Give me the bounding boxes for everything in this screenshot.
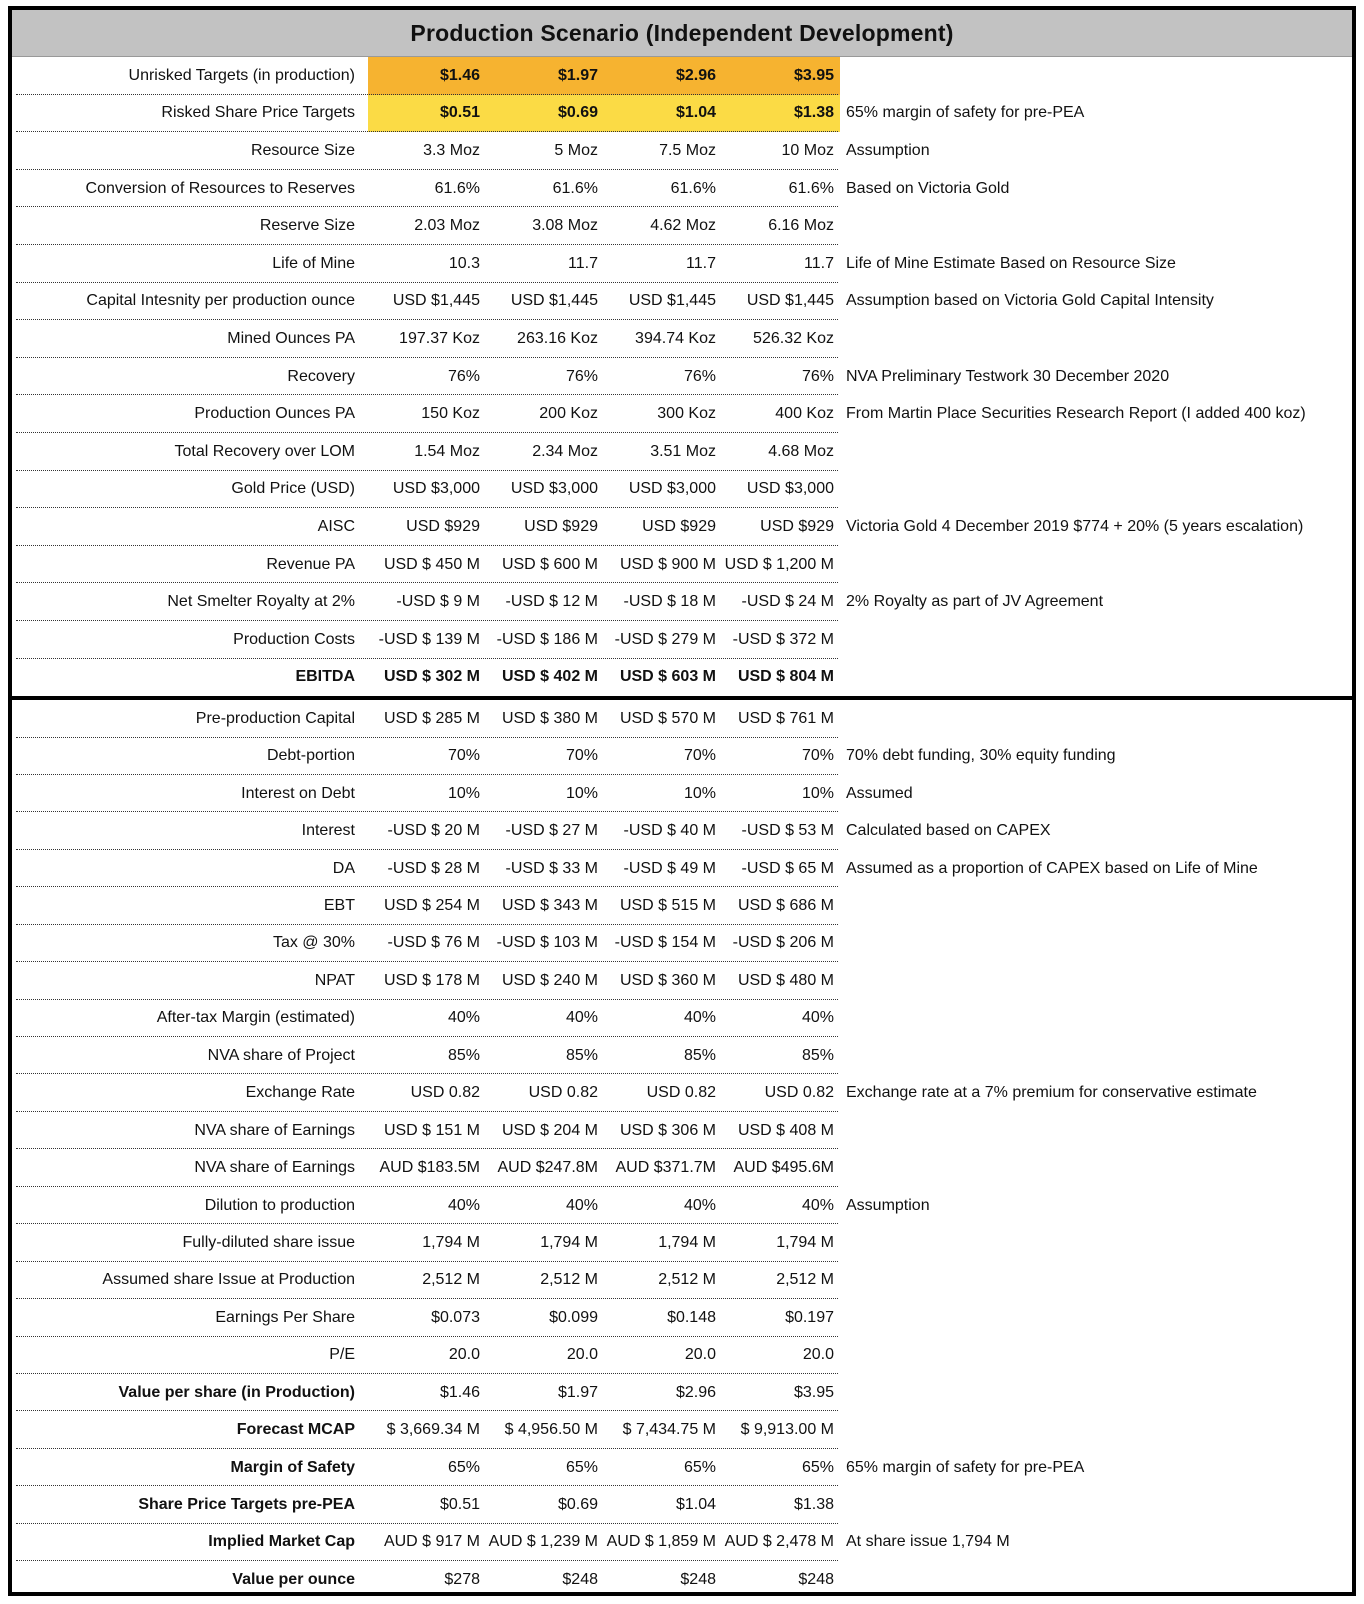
value-cell-scenario-3: 70% [683, 747, 716, 765]
value-cell-scenario-2: USD $ 240 M [501, 971, 598, 989]
value-cell-scenario-4: $ 9,913.00 M [740, 1421, 834, 1439]
row-note: 70% debt funding, 30% equity funding [846, 747, 1116, 765]
value-cell-scenario-2: $0.69 [486, 95, 604, 133]
value-cell-scenario-4: 20.0 [802, 1346, 834, 1364]
row-note: Assumption [846, 141, 930, 159]
table-row-value-per-share-in-production [12, 1374, 1352, 1411]
value-cell-scenario-3: -USD $ 40 M [623, 822, 716, 840]
value-cell-scenario-4: 76% [801, 367, 834, 385]
value-cell-scenario-3: 10% [683, 784, 716, 802]
value-cell-scenario-1: $1.46 [368, 57, 486, 95]
value-cell-scenario-3: $0.148 [667, 1308, 716, 1326]
table-row-aisc [12, 508, 1352, 546]
value-cell-scenario-1: $0.073 [431, 1308, 480, 1326]
value-cell-scenario-1: USD $ 450 M [383, 555, 480, 573]
table-row-total-recovery-over-lom [12, 433, 1352, 471]
value-cell-scenario-2: 76% [565, 367, 598, 385]
value-cell-scenario-4: -USD $ 206 M [732, 934, 834, 952]
value-cell-scenario-3: 40% [683, 1196, 716, 1214]
value-cell-scenario-3: 1,794 M [658, 1233, 716, 1251]
row-note: Assumed as a proportion of CAPEX based on Life of Mine [846, 859, 1258, 877]
value-cell-scenario-3: $2.96 [604, 57, 722, 95]
row-label: Forecast MCAP [236, 1421, 355, 1439]
value-cell-scenario-1: -USD $ 76 M [387, 934, 480, 952]
value-cell-scenario-2: 263.16 Koz [517, 329, 598, 347]
row-note [846, 320, 1356, 358]
row-note: Life of Mine Estimate Based on Resource Size [846, 254, 1176, 272]
value-cell-scenario-1: $ 3,669.34 M [386, 1421, 480, 1439]
row-note: Exchange rate at a 7% premium for conservative estimate [846, 1084, 1257, 1102]
table-row-production-costs [12, 621, 1352, 659]
value-cell-scenario-3: 61.6% [670, 179, 716, 197]
value-cell-scenario-4: USD $1,445 [746, 292, 834, 310]
table-row-margin-of-safety [12, 1449, 1352, 1486]
row-label: EBITDA [295, 668, 355, 686]
value-cell-scenario-2: AUD $247.8M [497, 1159, 598, 1177]
value-cell-scenario-2: $ 4,956.50 M [504, 1421, 598, 1439]
table-row-mined-ounces-pa [12, 320, 1352, 358]
row-label: Net Smelter Royalty at 2% [167, 593, 355, 611]
row-label: AISC [317, 517, 355, 535]
row-label: Conversion of Resources to Reserves [85, 179, 355, 197]
row-label: NVA share of Earnings [194, 1121, 355, 1139]
table-row-interest-on-debt [12, 775, 1352, 812]
value-cell-scenario-2: 85% [565, 1046, 598, 1064]
value-cell-scenario-2: $248 [562, 1570, 598, 1588]
value-cell-scenario-4: USD $ 761 M [737, 709, 834, 727]
row-note: Victoria Gold 4 December 2019 $774 + 20% (5 years escalation) [846, 517, 1304, 535]
row-note [846, 1037, 1356, 1074]
table-row-nva-share-of-project [12, 1037, 1352, 1074]
value-cell-scenario-4: USD $929 [760, 517, 834, 535]
value-cell-scenario-3: USD $ 360 M [619, 971, 716, 989]
value-cell-scenario-1: -USD $ 9 M [396, 593, 480, 611]
value-cell-scenario-4: -USD $ 65 M [741, 859, 834, 877]
value-cell-scenario-1: -USD $ 20 M [387, 822, 480, 840]
value-cell-scenario-3: 2,512 M [658, 1271, 716, 1289]
value-cell-scenario-3: -USD $ 49 M [623, 859, 716, 877]
row-note [846, 1000, 1356, 1037]
row-note [846, 546, 1356, 584]
value-cell-scenario-1: 1.54 Moz [414, 442, 480, 460]
value-cell-scenario-4: 6.16 Moz [768, 217, 834, 235]
value-cell-scenario-2: $1.97 [557, 1383, 598, 1401]
financing-valuation-section [12, 700, 1352, 1599]
value-cell-scenario-4: $1.38 [722, 95, 840, 133]
value-cell-scenario-4: USD $ 686 M [737, 897, 834, 914]
value-cell-scenario-1: 10.3 [448, 254, 480, 272]
row-note: NVA Preliminary Testwork 30 December 2020 [846, 367, 1170, 385]
value-cell-scenario-2: USD $ 343 M [501, 897, 598, 914]
row-note: At share issue 1,794 M [846, 1533, 1010, 1551]
value-cell-scenario-1: USD $ 254 M [383, 897, 480, 914]
row-label: Resource Size [250, 141, 355, 159]
row-note [846, 621, 1356, 659]
value-cell-scenario-4: $0.197 [785, 1308, 834, 1326]
value-cell-scenario-3: USD $ 900 M [619, 555, 716, 573]
row-note [846, 1337, 1356, 1374]
value-cell-scenario-1: 197.37 Koz [399, 329, 480, 347]
table-row-reserve-size [12, 207, 1352, 245]
row-label: Value per share (in Production) [118, 1383, 355, 1401]
row-label: Interest [301, 822, 355, 840]
value-cell-scenario-4: 526.32 Koz [753, 329, 834, 347]
value-cell-scenario-4: $3.95 [793, 1383, 834, 1401]
row-note: Calculated based on CAPEX [846, 822, 1051, 840]
value-cell-scenario-4: -USD $ 372 M [732, 630, 834, 648]
row-note [846, 1411, 1356, 1448]
row-label: Revenue PA [266, 555, 355, 573]
table-row-gold-price-usd [12, 471, 1352, 509]
row-label: Fully-diluted share issue [182, 1233, 355, 1251]
value-cell-scenario-2: 5 Moz [554, 141, 598, 159]
row-note [846, 471, 1356, 509]
value-cell-scenario-3: 11.7 [686, 254, 716, 272]
value-cell-scenario-1: $0.51 [368, 95, 486, 133]
row-note [846, 700, 1356, 737]
value-cell-scenario-3: USD $929 [642, 517, 716, 535]
table-row-exchange-rate [12, 1074, 1352, 1111]
value-cell-scenario-3: AUD $371.7M [615, 1159, 716, 1177]
value-cell-scenario-4: 10% [801, 784, 834, 802]
value-cell-scenario-1: 40% [447, 1196, 480, 1214]
value-cell-scenario-2: $0.099 [549, 1308, 598, 1326]
row-label: Value per ounce [232, 1570, 355, 1588]
value-cell-scenario-2: 40% [565, 1196, 598, 1214]
row-label: Interest on Debt [241, 784, 355, 802]
value-cell-scenario-1: USD 0.82 [410, 1084, 480, 1102]
value-cell-scenario-3: $248 [680, 1570, 716, 1588]
value-cell-scenario-3: $ 7,434.75 M [622, 1421, 716, 1439]
row-label: Unrisked Targets (in production) [128, 66, 355, 84]
row-note: Assumption based on Victoria Gold Capital Intensity [846, 292, 1214, 310]
row-label: Assumed share Issue at Production [102, 1271, 355, 1289]
row-label: Pre-production Capital [195, 709, 355, 727]
row-note [846, 887, 1356, 924]
table-row-dilution-to-production [12, 1187, 1352, 1224]
value-cell-scenario-1: 40% [447, 1009, 480, 1027]
value-cell-scenario-1: $0.51 [439, 1496, 480, 1513]
row-label: Margin of Safety [230, 1458, 355, 1476]
value-cell-scenario-2: 2,512 M [540, 1271, 598, 1289]
value-cell-scenario-2: 20.0 [566, 1346, 598, 1364]
value-cell-scenario-4: 70% [801, 747, 834, 765]
value-cell-scenario-2: 70% [565, 747, 598, 765]
row-note [846, 207, 1356, 245]
table-row-after-tax-margin-estimated [12, 1000, 1352, 1037]
value-cell-scenario-1: AUD $183.5M [379, 1159, 480, 1177]
value-cell-scenario-3: -USD $ 154 M [614, 934, 716, 952]
table-row-production-ounces-pa [12, 395, 1352, 433]
value-cell-scenario-3: USD 0.82 [646, 1084, 716, 1102]
value-cell-scenario-4: AUD $ 2,478 M [724, 1533, 834, 1551]
value-cell-scenario-2: USD $1,445 [510, 292, 598, 310]
table-row-share-price-targets-pre-pea [12, 1486, 1352, 1523]
value-cell-scenario-3: AUD $ 1,859 M [606, 1533, 716, 1551]
row-label: P/E [329, 1346, 355, 1364]
row-note [846, 659, 1356, 697]
value-cell-scenario-4: 10 Moz [781, 141, 834, 159]
value-cell-scenario-1: 85% [447, 1046, 480, 1064]
value-cell-scenario-4: 4.68 Moz [768, 442, 834, 460]
row-label: Capital Intesnity per production ounce [86, 292, 355, 310]
value-cell-scenario-2: 11.7 [568, 254, 598, 272]
value-cell-scenario-4: $1.38 [793, 1496, 834, 1513]
value-cell-scenario-1: -USD $ 139 M [378, 630, 480, 648]
row-note: Based on Victoria Gold [846, 179, 1010, 197]
table-row-life-of-mine [12, 245, 1352, 283]
value-cell-scenario-3: 4.62 Moz [650, 217, 716, 235]
value-cell-scenario-4: 40% [801, 1009, 834, 1027]
row-note [846, 1112, 1356, 1149]
value-cell-scenario-4: 2,512 M [776, 1271, 834, 1289]
value-cell-scenario-3: 7.5 Moz [659, 141, 716, 159]
row-label: DA [332, 859, 355, 877]
value-cell-scenario-3: USD $ 306 M [619, 1121, 716, 1139]
value-cell-scenario-3: 394.74 Koz [635, 329, 716, 347]
value-cell-scenario-2: 40% [565, 1009, 598, 1027]
table-row-fully-diluted-share-issue [12, 1224, 1352, 1261]
value-cell-scenario-3: USD $ 515 M [619, 897, 716, 914]
row-note: Assumption [846, 1196, 930, 1214]
value-cell-scenario-1: 65% [447, 1458, 480, 1476]
value-cell-scenario-4: 85% [801, 1046, 834, 1064]
value-cell-scenario-4: USD $ 1,200 M [724, 555, 834, 573]
value-cell-scenario-2: $1.97 [486, 57, 604, 95]
value-cell-scenario-4: $248 [798, 1570, 834, 1588]
value-cell-scenario-4: USD 0.82 [764, 1084, 834, 1102]
value-cell-scenario-4: 400 Koz [775, 405, 834, 423]
row-label: Earnings Per Share [215, 1308, 355, 1326]
value-cell-scenario-4: USD $3,000 [746, 480, 834, 498]
row-note [846, 433, 1356, 471]
value-cell-scenario-2: 65% [565, 1458, 598, 1476]
value-cell-scenario-4: 61.6% [788, 179, 834, 197]
row-label: Implied Market Cap [208, 1533, 355, 1551]
value-cell-scenario-2: USD $ 204 M [501, 1121, 598, 1139]
table-row-npat [12, 962, 1352, 999]
value-cell-scenario-3: 300 Koz [657, 405, 716, 423]
row-note [846, 1262, 1356, 1299]
value-cell-scenario-2: -USD $ 186 M [496, 630, 598, 648]
table-row-tax-30 [12, 925, 1352, 962]
value-cell-scenario-2: -USD $ 12 M [505, 593, 598, 611]
row-label: Tax @ 30% [272, 934, 355, 952]
row-note [846, 1149, 1356, 1186]
row-note: 2% Royalty as part of JV Agreement [846, 593, 1104, 611]
value-cell-scenario-3: USD $ 570 M [619, 709, 716, 727]
value-cell-scenario-2: 10% [565, 784, 598, 802]
value-cell-scenario-2: -USD $ 33 M [505, 859, 598, 877]
row-label: Share Price Targets pre-PEA [138, 1496, 355, 1513]
row-note [846, 1486, 1356, 1523]
row-label: EBT [323, 897, 355, 914]
row-label: Total Recovery over LOM [174, 442, 355, 460]
row-note: Assumed [846, 784, 913, 802]
row-label: Mined Ounces PA [227, 329, 355, 347]
row-note: 65% margin of safety for pre-PEA [846, 1458, 1085, 1476]
row-note [846, 1374, 1356, 1411]
table-row-p-e [12, 1337, 1352, 1374]
value-cell-scenario-4: USD $ 480 M [737, 971, 834, 989]
value-cell-scenario-4: AUD $495.6M [733, 1159, 834, 1177]
value-cell-scenario-2: 61.6% [552, 179, 598, 197]
value-cell-scenario-2: 1,794 M [540, 1233, 598, 1251]
value-cell-scenario-1: USD $1,445 [392, 292, 480, 310]
value-cell-scenario-1: 61.6% [434, 179, 480, 197]
row-label: NVA share of Earnings [194, 1159, 355, 1177]
value-cell-scenario-4: 11.7 [804, 254, 834, 272]
table-row-forecast-mcap [12, 1411, 1352, 1448]
value-cell-scenario-2: USD $ 380 M [501, 709, 598, 727]
row-label: Reserve Size [259, 217, 355, 235]
table-row-nva-share-of-earnings [12, 1149, 1352, 1186]
value-cell-scenario-1: 2.03 Moz [414, 217, 480, 235]
row-label: Life of Mine [272, 254, 355, 272]
value-cell-scenario-3: $1.04 [604, 95, 722, 133]
table-row-recovery [12, 358, 1352, 396]
value-cell-scenario-1: USD $ 285 M [383, 709, 480, 727]
row-label: NPAT [314, 971, 355, 989]
value-cell-scenario-3: USD $ 603 M [619, 668, 716, 686]
value-cell-scenario-1: USD $3,000 [392, 480, 480, 498]
value-cell-scenario-1: 76% [447, 367, 480, 385]
value-cell-scenario-3: $1.04 [675, 1496, 716, 1513]
row-label: Dilution to production [204, 1196, 355, 1214]
value-cell-scenario-1: 10% [447, 784, 480, 802]
table-row-earnings-per-share [12, 1299, 1352, 1336]
value-cell-scenario-3: $2.96 [675, 1383, 716, 1401]
value-cell-scenario-2: USD $3,000 [510, 480, 598, 498]
value-cell-scenario-2: USD $ 402 M [501, 668, 598, 686]
value-cell-scenario-1: USD $ 178 M [383, 971, 480, 989]
value-cell-scenario-3: 85% [683, 1046, 716, 1064]
value-cell-scenario-1: 1,794 M [422, 1233, 480, 1251]
value-cell-scenario-2: $0.69 [557, 1496, 598, 1513]
value-cell-scenario-3: -USD $ 279 M [614, 630, 716, 648]
table-row-net-smelter-royalty-at-2 [12, 583, 1352, 621]
row-label: Risked Share Price Targets [161, 104, 355, 122]
row-note [846, 1224, 1356, 1261]
value-cell-scenario-2: 2.34 Moz [532, 442, 598, 460]
value-cell-scenario-2: AUD $ 1,239 M [488, 1533, 598, 1551]
row-label: Gold Price (USD) [231, 480, 355, 498]
row-note [846, 925, 1356, 962]
value-cell-scenario-1: 3.3 Moz [423, 141, 480, 159]
value-cell-scenario-1: AUD $ 917 M [383, 1533, 480, 1551]
value-cell-scenario-2: USD $ 600 M [501, 555, 598, 573]
row-note: From Martin Place Securities Research Report (I added 400 koz) [846, 405, 1306, 423]
value-cell-scenario-1: -USD $ 28 M [387, 859, 480, 877]
value-cell-scenario-2: USD 0.82 [528, 1084, 598, 1102]
table-row-debt-portion [12, 738, 1352, 775]
value-cell-scenario-1: $278 [444, 1570, 480, 1588]
value-cell-scenario-3: 65% [683, 1458, 716, 1476]
value-cell-scenario-4: 40% [801, 1196, 834, 1214]
table-row-nva-share-of-earnings [12, 1112, 1352, 1149]
value-cell-scenario-1: 150 Koz [421, 405, 480, 423]
value-cell-scenario-3: 20.0 [684, 1346, 716, 1364]
value-cell-scenario-2: 200 Koz [539, 405, 598, 423]
spreadsheet [8, 6, 1356, 1596]
table-row-assumed-share-issue-at-production [12, 1262, 1352, 1299]
table-row-conversion-of-resources-to-reserves [12, 170, 1352, 208]
table-row-risked-share-price-targets [12, 95, 1352, 133]
value-cell-scenario-3: 76% [683, 367, 716, 385]
value-cell-scenario-3: 40% [683, 1009, 716, 1027]
table-row-interest [12, 812, 1352, 849]
table-title: Production Scenario (Independent Development) [12, 10, 1352, 57]
value-cell-scenario-3: -USD $ 18 M [623, 593, 716, 611]
value-cell-scenario-4: 1,794 M [776, 1233, 834, 1251]
table-row-implied-market-cap [12, 1524, 1352, 1561]
value-cell-scenario-2: 3.08 Moz [532, 217, 598, 235]
value-cell-scenario-4: 65% [801, 1458, 834, 1476]
row-note [846, 57, 1356, 95]
value-cell-scenario-1: USD $929 [406, 517, 480, 535]
value-cell-scenario-1: 70% [447, 747, 480, 765]
value-cell-scenario-3: USD $3,000 [628, 480, 716, 498]
row-label: NVA share of Project [207, 1046, 355, 1064]
value-cell-scenario-1: 20.0 [448, 1346, 480, 1364]
value-cell-scenario-4: $3.95 [722, 57, 840, 95]
value-cell-scenario-4: USD $ 408 M [737, 1121, 834, 1139]
value-cell-scenario-1: USD $ 151 M [383, 1121, 480, 1139]
table-row-ebt [12, 887, 1352, 924]
value-cell-scenario-4: -USD $ 24 M [741, 593, 834, 611]
table-row-unrisked-targets-in-production [12, 57, 1352, 95]
value-cell-scenario-4: -USD $ 53 M [741, 822, 834, 840]
row-label: Debt-portion [266, 747, 355, 765]
row-note [846, 962, 1356, 999]
row-note [846, 1299, 1356, 1336]
value-cell-scenario-1: $1.46 [439, 1383, 480, 1401]
production-section [12, 57, 1352, 700]
table-row-capital-intesnity-per-production-ounce [12, 283, 1352, 321]
table-row-da [12, 850, 1352, 887]
value-cell-scenario-1: USD $ 302 M [383, 668, 480, 686]
table-row-resource-size [12, 132, 1352, 170]
table-row-value-per-ounce [12, 1561, 1352, 1598]
row-note [846, 1561, 1356, 1598]
row-label: Production Ounces PA [194, 405, 355, 423]
value-cell-scenario-3: 3.51 Moz [650, 442, 716, 460]
table-row-ebitda [12, 659, 1352, 697]
table-row-pre-production-capital [12, 700, 1352, 737]
row-note: 65% margin of safety for pre-PEA [846, 104, 1085, 122]
row-label: Exchange Rate [245, 1084, 355, 1102]
value-cell-scenario-2: USD $929 [524, 517, 598, 535]
value-cell-scenario-3: USD $1,445 [628, 292, 716, 310]
value-cell-scenario-4: USD $ 804 M [737, 668, 834, 686]
value-cell-scenario-1: 2,512 M [422, 1271, 480, 1289]
row-label: Production Costs [233, 630, 355, 648]
value-cell-scenario-2: -USD $ 27 M [505, 822, 598, 840]
row-label: After-tax Margin (estimated) [156, 1009, 355, 1027]
table-row-revenue-pa [12, 546, 1352, 584]
row-label: Recovery [287, 367, 355, 385]
value-cell-scenario-2: -USD $ 103 M [496, 934, 598, 952]
